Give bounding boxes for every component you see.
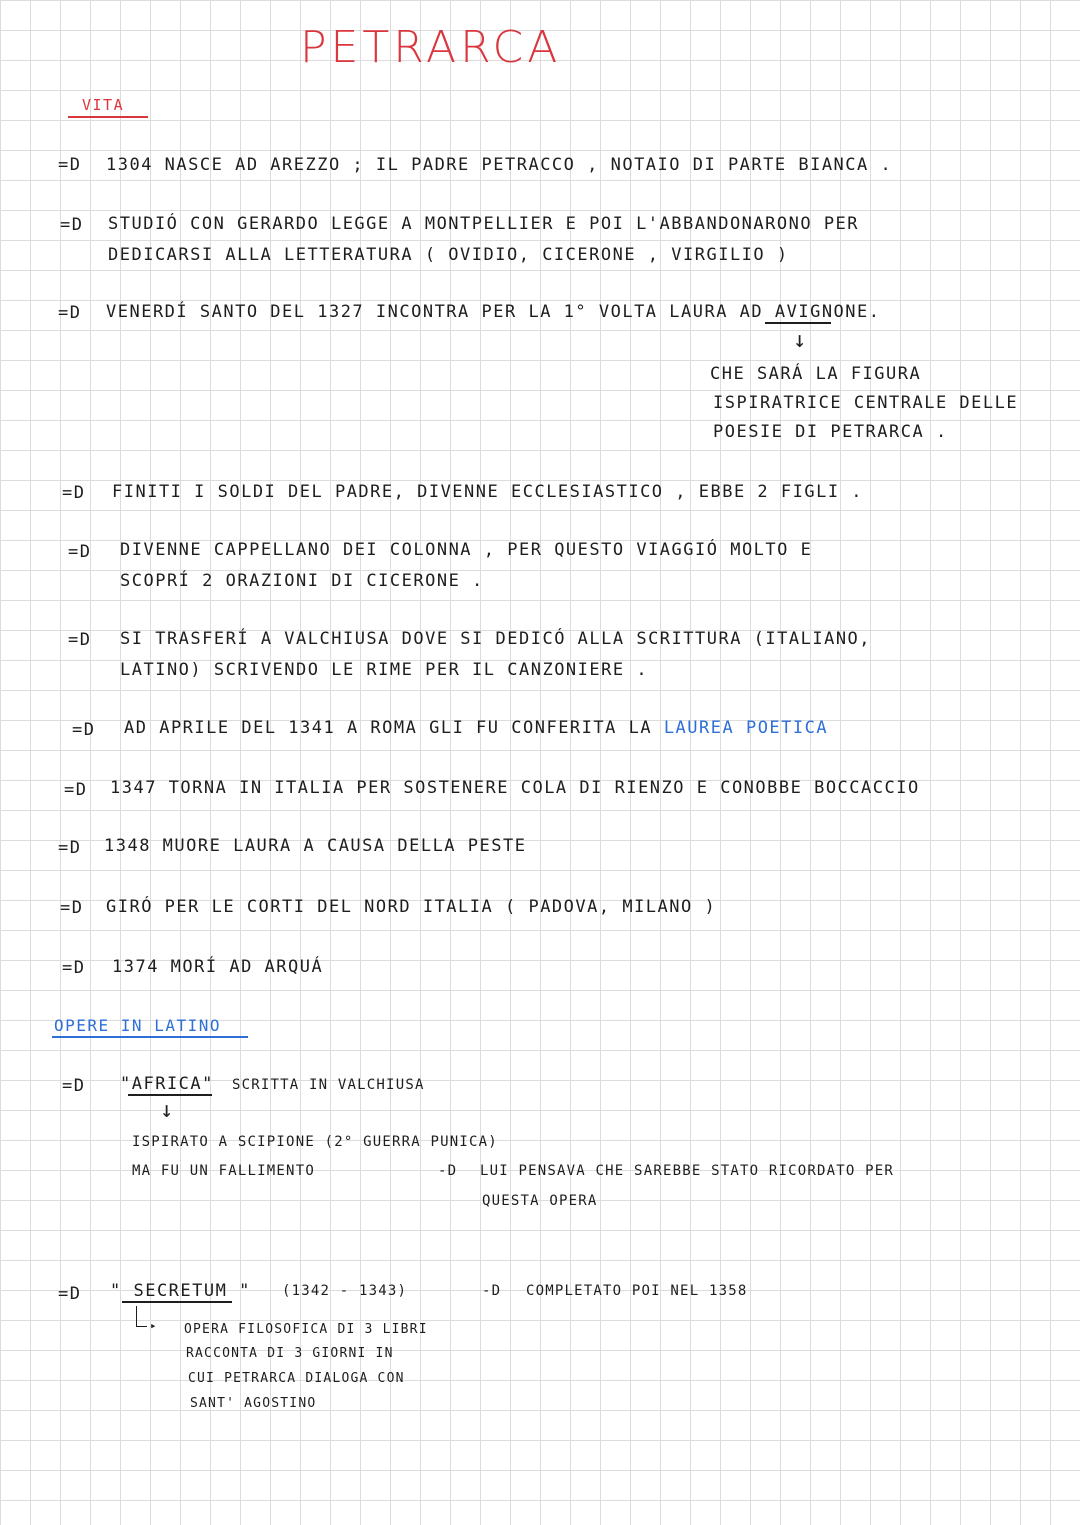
section-underline-vita [68, 116, 148, 118]
section-heading-opere: OPERE IN LATINO [54, 1016, 221, 1035]
bullet-arrow: =D [58, 838, 82, 858]
africa-note-line1: ISPIRATO A SCIPIONE (2° GUERRA PUNICA) [132, 1134, 498, 1150]
vita-item-10: GIRÓ PER LE CORTI DEL NORD ITALIA ( PADOVA, MILANO ) [106, 897, 717, 917]
vita-item-6-line1: SI TRASFERÍ A VALCHIUSA DOVE SI DEDICÓ ALLA SCRITTURA (ITALIANO, [120, 629, 872, 649]
vita-item-5-line2: SCOPRÍ 2 ORAZIONI DI CICERONE . [120, 571, 484, 591]
africa-note-line3: LUI PENSAVA CHE SAREBBE STATO RICORDATO PER [480, 1163, 895, 1179]
laura-note-line3: POESIE DI PETRARCA . [713, 422, 948, 442]
laurea-poetica-highlight: LAUREA POETICA [663, 718, 829, 738]
vita-item-7-text: AD APRILE DEL 1341 A ROMA GLI FU CONFERITA LA [124, 718, 664, 738]
laura-underline [765, 322, 831, 324]
bullet-arrow: =D [72, 720, 96, 740]
bullet-arrow: =D [62, 958, 86, 978]
vita-item-3: VENERDÍ SANTO DEL 1327 INCONTRA PER LA 1° VOLTA LAURA AD AVIGNONE. [106, 302, 881, 322]
secretum-desc-line4: SANT' AGOSTINO [190, 1396, 317, 1411]
vita-item-2-line1: STUDIÓ CON GERARDO LEGGE A MONTPELLIER E POI L'ABBANDONARONO PER [108, 214, 860, 234]
right-arrow-icon: -D [438, 1163, 458, 1179]
vita-item-2-line2: DEDICARSI ALLA LETTERATURA ( OVIDIO, CICERONE , VIRGILIO ) [108, 245, 789, 265]
laura-note-line1: CHE SARÁ LA FIGURA [710, 364, 922, 384]
secretum-title: " SECRETUM " [110, 1281, 251, 1301]
africa-underline [128, 1094, 212, 1096]
right-arrow-icon: -D [482, 1283, 502, 1299]
laura-note-line2: ISPIRATRICE CENTRALE DELLE [713, 393, 1019, 413]
vita-item-5-line1: DIVENNE CAPPELLANO DEI COLONNA , PER QUESTO VIAGGIÓ MOLTO E [120, 540, 813, 560]
africa-note-line4: QUESTA OPERA [482, 1193, 598, 1209]
vita-item-8: 1347 TORNA IN ITALIA PER SOSTENERE COLA DI RIENZO E CONOBBE BOCCACCIO [110, 778, 920, 798]
bullet-arrow: =D [60, 898, 84, 918]
bullet-arrow: =D [64, 780, 88, 800]
down-arrow-icon: ↓ [793, 328, 807, 353]
bullet-arrow: =D [60, 215, 84, 235]
elbow-arrow-head: ▸ [150, 1319, 158, 1332]
section-heading-vita: VITA [82, 96, 125, 114]
secretum-completed: COMPLETATO POI NEL 1358 [526, 1283, 748, 1299]
africa-desc: SCRITTA IN VALCHIUSA [232, 1077, 425, 1093]
africa-note-line2: MA FU UN FALLIMENTO [132, 1163, 315, 1179]
secretum-desc-line2: RACCONTA DI 3 GIORNI IN [186, 1346, 394, 1361]
bullet-arrow: =D [68, 630, 92, 650]
bullet-arrow: =D [58, 303, 82, 323]
bullet-arrow: =D [68, 542, 92, 562]
bullet-arrow: =D [58, 155, 82, 175]
bullet-arrow: =D [62, 483, 86, 503]
section-underline-opere [52, 1036, 248, 1038]
secretum-desc-line1: OPERA FILOSOFICA DI 3 LIBRI [184, 1322, 428, 1337]
secretum-desc-line3: CUI PETRARCA DIALOGA CON [188, 1371, 405, 1386]
down-arrow-icon: ↓ [160, 1098, 174, 1123]
vita-item-7 [124, 718, 828, 738]
page-title: PETRARCA [300, 22, 562, 73]
vita-item-11: 1374 MORÍ AD ARQUÁ [112, 957, 324, 977]
vita-item-9: 1348 MUORE LAURA A CAUSA DELLA PESTE [104, 836, 527, 856]
vita-item-6-line2: LATINO) SCRIVENDO LE RIME PER IL CANZONIERE . [120, 660, 649, 680]
secretum-years: (1342 - 1343) [282, 1283, 408, 1299]
bullet-arrow: =D [62, 1076, 86, 1096]
bullet-arrow: =D [58, 1284, 82, 1304]
elbow-arrow-icon [136, 1306, 147, 1327]
africa-title: "AFRICA" [120, 1074, 214, 1094]
vita-item-4: FINITI I SOLDI DEL PADRE, DIVENNE ECCLESIASTICO , EBBE 2 FIGLI . [112, 482, 864, 502]
vita-item-1: 1304 NASCE AD AREZZO ; IL PADRE PETRACCO , NOTAIO DI PARTE BIANCA . [106, 155, 893, 175]
secretum-underline [122, 1301, 232, 1303]
